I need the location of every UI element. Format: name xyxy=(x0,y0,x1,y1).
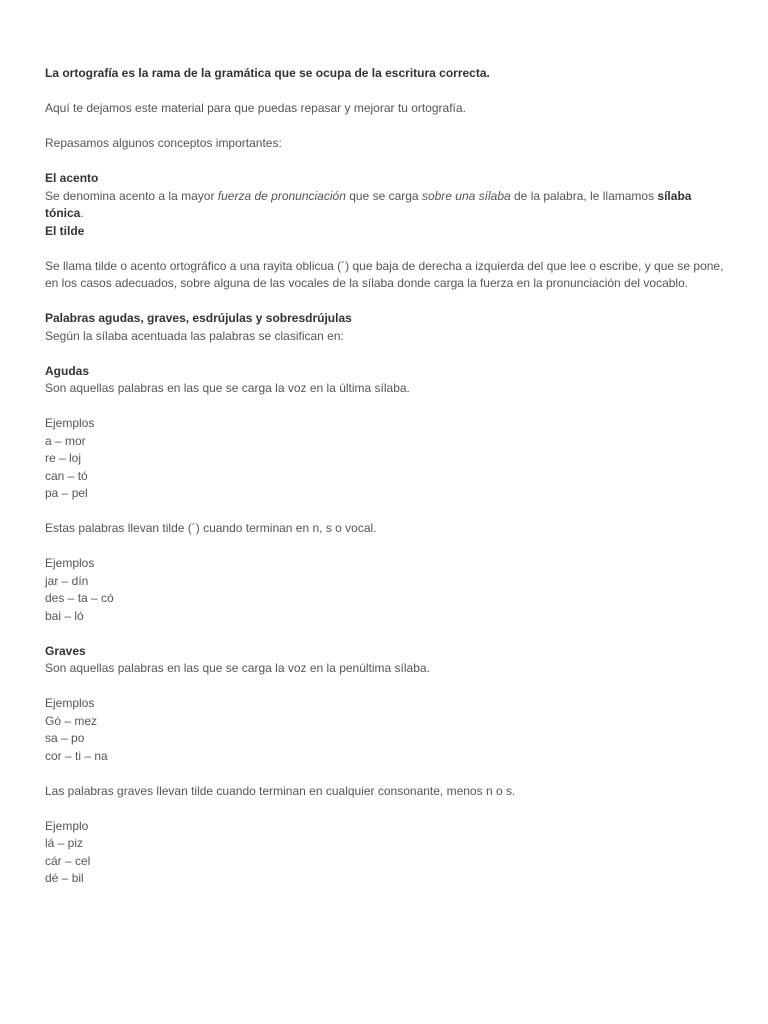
examples-label: Ejemplos xyxy=(45,416,95,430)
agudas-rule: Estas palabras llevan tilde (´) cuando terminan en n, s o vocal. xyxy=(45,521,377,535)
acento-paragraph: Se denomina acento a la mayor fuerza de pronunciación que se carga sobre una sílaba de la palabra, le llamamos sílaba tónica. xyxy=(45,188,692,220)
examples-label: Ejemplo xyxy=(45,818,89,833)
example-item: re – loj xyxy=(45,451,82,465)
examples-label: Ejemplos xyxy=(45,696,95,710)
intro-heading: La ortografía es la rama de la gramática que se ocupa de la escritura correcta. xyxy=(45,66,490,80)
examples-label: Ejemplos xyxy=(45,556,95,570)
example-item: sa – po xyxy=(45,731,85,745)
intro-line: Aquí te dejamos este material para que puedas repasar y mejorar tu ortografía. xyxy=(45,101,466,115)
example-item: des – ta – có xyxy=(45,591,114,605)
example-item: cár – cel xyxy=(45,853,91,868)
example-item: dé – bil xyxy=(45,871,84,885)
example-item: jar – dín xyxy=(45,573,89,588)
example-item: pa – pel xyxy=(45,486,88,500)
example-item: lá – piz xyxy=(45,836,84,850)
tilde-paragraph: Se llama tilde o acento ortográfico a una rayita oblicua (´) que baja de derecha a izquierda del que lee o escribe, y que se pone, en los casos adecuados, sobre alguna de las vocales de la sílaba donde carga la fuerza en la pronunciación del vocablo. xyxy=(45,258,724,290)
intro-line: Repasamos algunos conceptos importantes: xyxy=(45,136,282,150)
clasificacion-heading: Palabras agudas, graves, esdrújulas y sobresdrújulas xyxy=(45,311,352,325)
example-item: can – tó xyxy=(45,468,88,483)
agudas-heading: Agudas xyxy=(45,363,90,378)
graves-rule: Las palabras graves llevan tilde cuando terminan en cualquier consonante, menos n o s. xyxy=(45,783,516,798)
example-item: cor – ti – na xyxy=(45,748,108,763)
agudas-paragraph: Son aquellas palabras en las que se carga la voz en la última sílaba. xyxy=(45,381,410,395)
document-page xyxy=(45,65,725,888)
acento-heading: El acento xyxy=(45,171,99,185)
tilde-heading: El tilde xyxy=(45,223,85,238)
graves-paragraph: Son aquellas palabras en las que se carga la voz en la penúltima sílaba. xyxy=(45,661,430,675)
example-item: a – mor xyxy=(45,433,86,448)
example-item: bai – ló xyxy=(45,608,84,623)
clasificacion-paragraph: Según la sílaba acentuada las palabras se clasifican en: xyxy=(45,328,344,343)
graves-heading: Graves xyxy=(45,643,86,658)
example-item: Gó – mez xyxy=(45,713,98,728)
